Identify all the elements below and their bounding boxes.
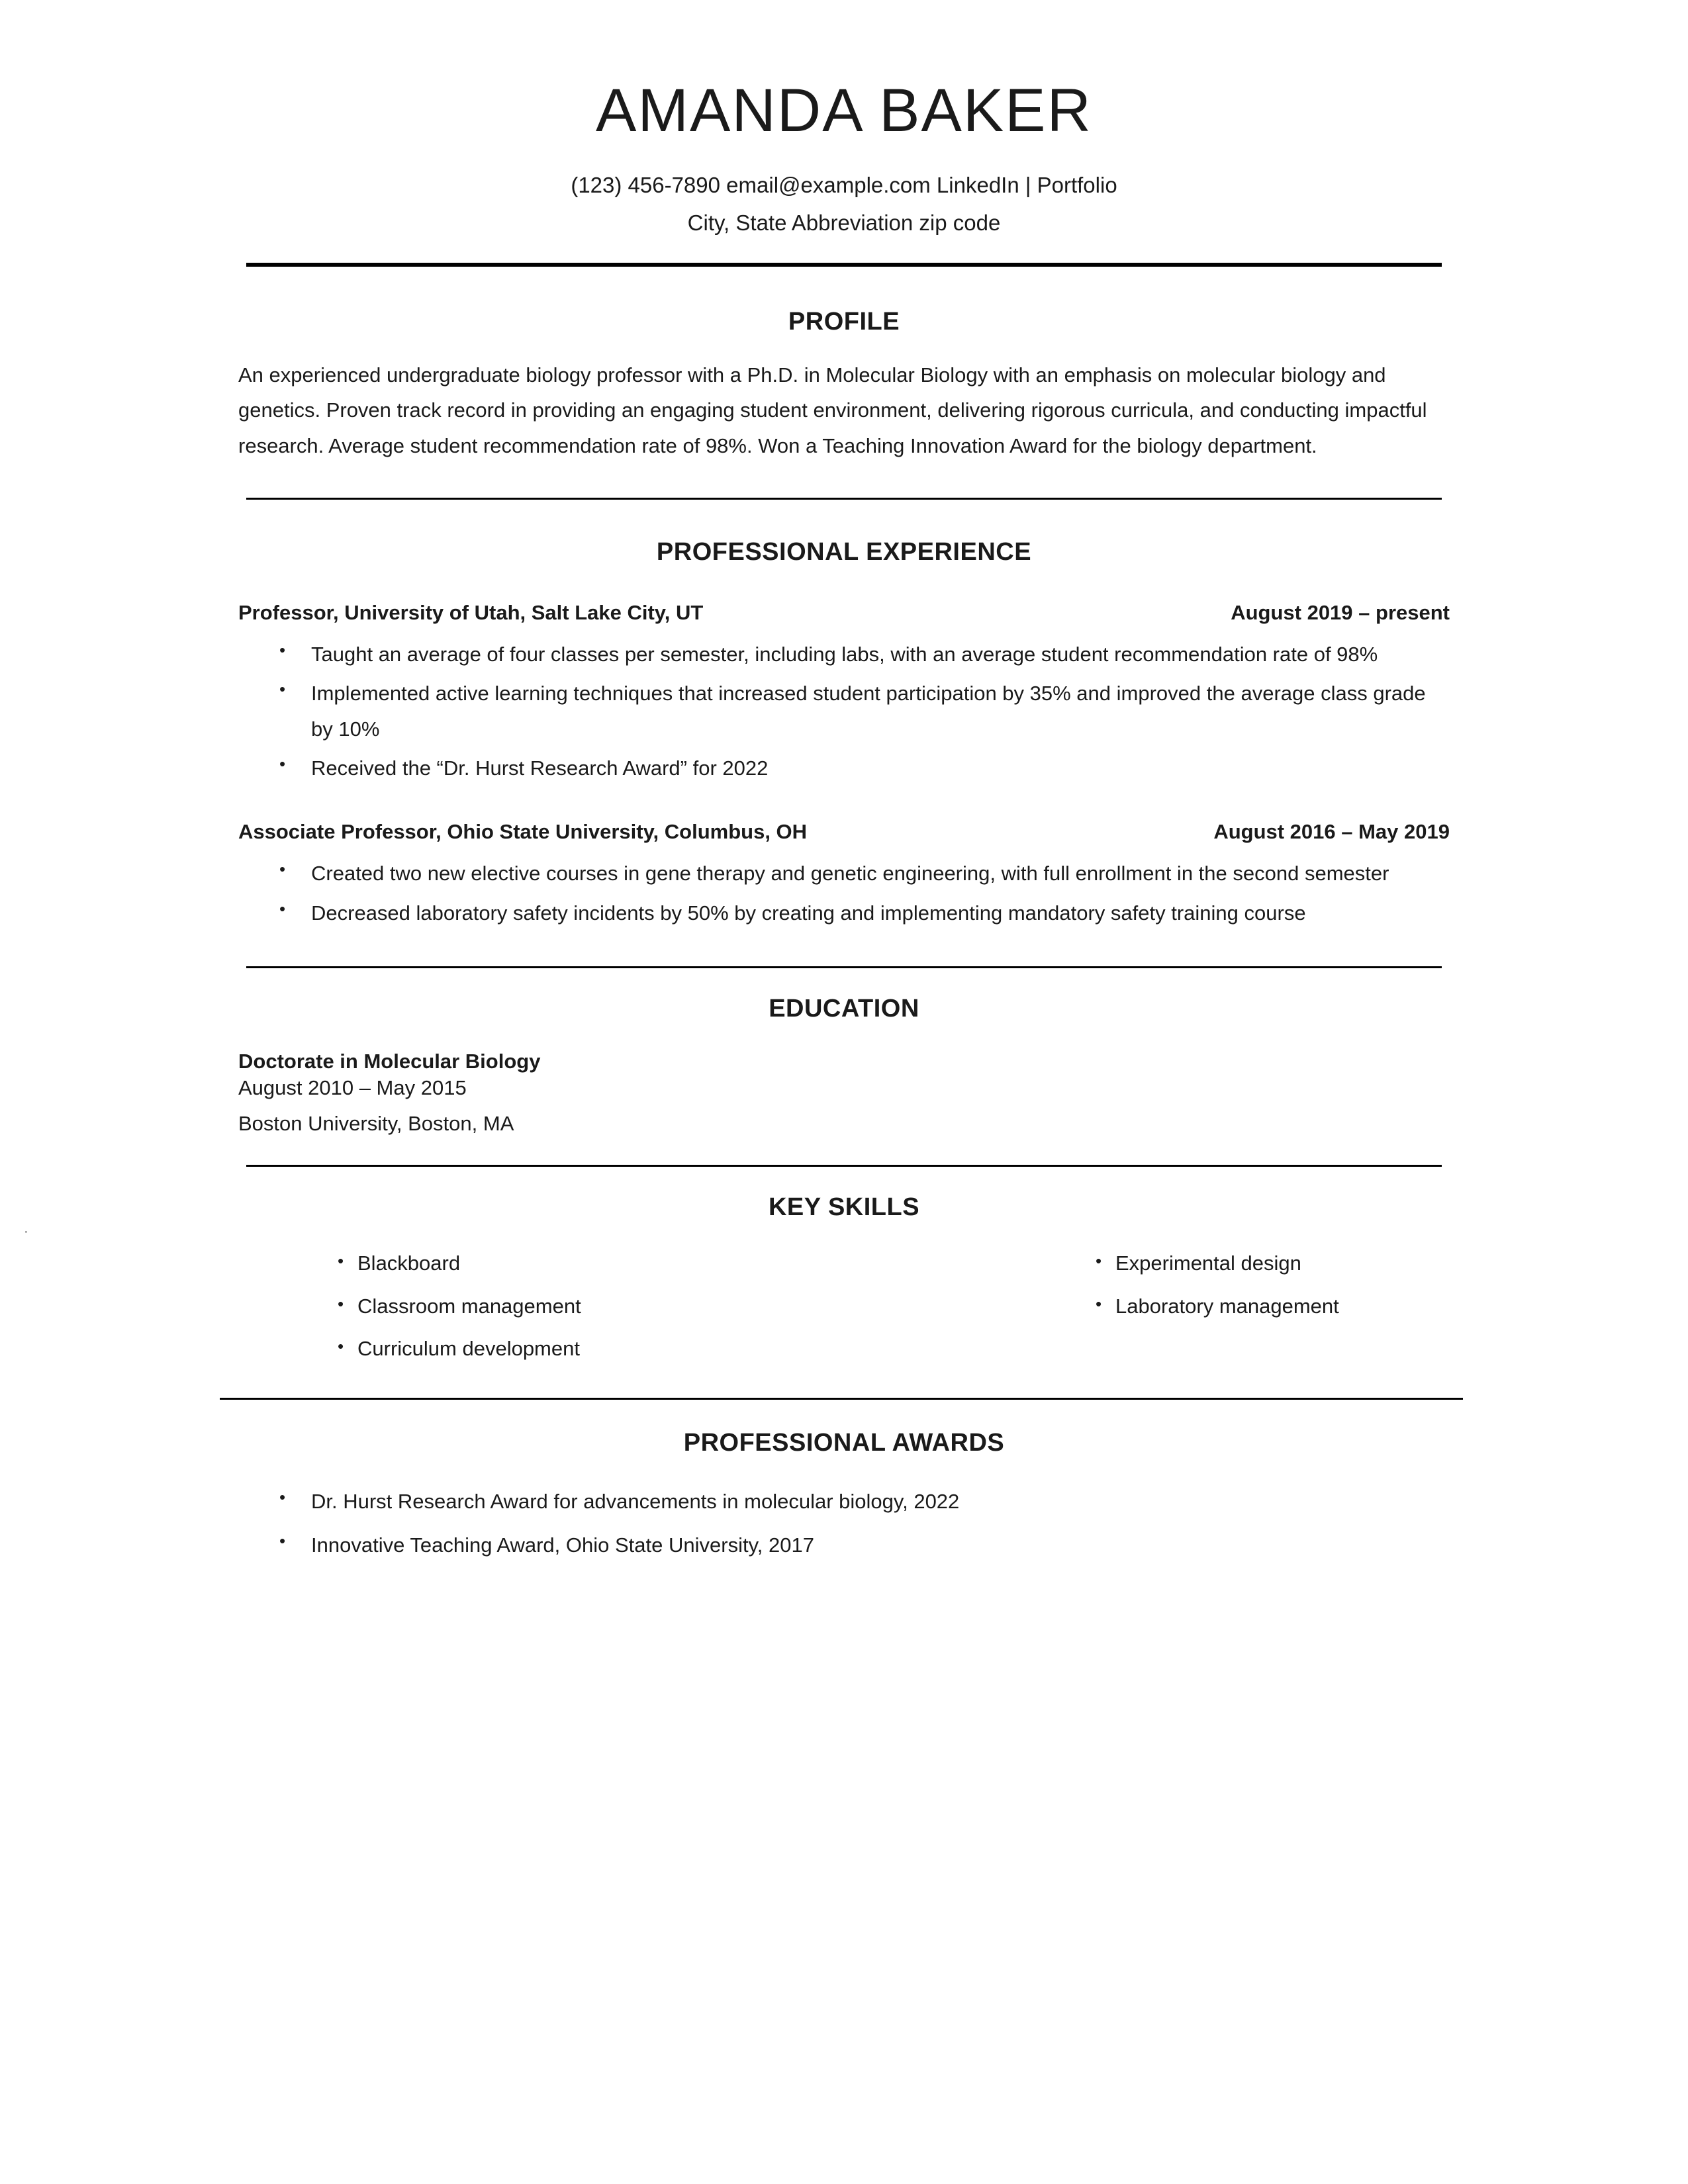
awards-list — [238, 1484, 1450, 1563]
contact-line-location: City, State Abbreviation zip code — [687, 210, 1001, 236]
experience-entry-header — [238, 601, 1450, 625]
list-item: • Innovative Teaching Award, Ohio State University, 2017 — [238, 1527, 1450, 1563]
page-title: AMANDA BAKER — [596, 77, 1092, 144]
section-title-awards: PROFESSIONAL AWARDS — [683, 1429, 1005, 1457]
job-bullets — [238, 637, 1450, 786]
list-item: • Implemented active learning techniques that increased student participation by 35% and improved the average class grade by 10% — [238, 676, 1450, 747]
section-title-skills: KEY SKILLS — [768, 1193, 920, 1221]
skills-divider — [220, 1398, 1463, 1400]
contact-line-primary: (123) 456-7890 email@example.com LinkedIn | Portfolio — [571, 173, 1117, 198]
list-item: • Received the “Dr. Hurst Research Award” for 2022 — [238, 751, 1450, 786]
education-dates: August 2010 – May 2015 — [238, 1075, 467, 1099]
list-item: • Classroom management — [338, 1293, 844, 1321]
skills-columns — [0, 1250, 1688, 1378]
job-title: Associate Professor, Ohio State University, Columbus, OH — [238, 820, 808, 844]
job-bullets — [238, 856, 1450, 931]
list-item: • Taught an average of four classes per semester, including labs, with an average student recommendation rate of 98% — [238, 637, 1450, 672]
experience-entry — [238, 601, 1450, 786]
experience-divider — [246, 966, 1442, 968]
skills-column-left — [238, 1250, 844, 1378]
list-item: • Laboratory management — [1096, 1293, 1450, 1321]
section-title-profile: PROFILE — [788, 308, 900, 336]
list-item: • Curriculum development — [338, 1335, 844, 1363]
job-dates: August 2019 – present — [1231, 601, 1450, 625]
list-item: • Decreased laboratory safety incidents by 50% by creating and implementing mandatory safety training course — [238, 895, 1450, 931]
list-item: • Dr. Hurst Research Award for advancements in molecular biology, 2022 — [238, 1484, 1450, 1519]
job-title: Professor, University of Utah, Salt Lake City, UT — [238, 601, 704, 625]
header-divider — [246, 263, 1442, 267]
skills-column-right — [844, 1250, 1450, 1378]
experience-entry-header — [238, 820, 1450, 844]
list-item: • Experimental design — [1096, 1250, 1450, 1278]
experience-entry — [238, 820, 1450, 931]
section-title-education: EDUCATION — [769, 994, 919, 1023]
education-divider — [246, 1165, 1442, 1167]
list-item: • Blackboard — [338, 1250, 844, 1278]
list-item: • Created two new elective courses in gene therapy and genetic engineering, with full enrollment in the second semester — [238, 856, 1450, 891]
stray-mark: · — [24, 1224, 28, 1239]
job-dates: August 2016 – May 2019 — [1213, 820, 1450, 844]
profile-text: An experienced undergraduate biology professor with a Ph.D. in Molecular Biology with an emphasis on molecular biology and genetics. Proven track record in providing an engaging student environment, delivering rigorous curricula, and conducting impactful research. Average student recommendation rate of 98%. Won a Teaching Innovation Award for the biology department. — [238, 363, 1427, 457]
profile-divider — [246, 498, 1442, 500]
section-title-experience: PROFESSIONAL EXPERIENCE — [656, 538, 1032, 567]
education-degree: Doctorate in Molecular Biology — [238, 1049, 541, 1073]
education-school: Boston University, Boston, MA — [238, 1111, 514, 1135]
